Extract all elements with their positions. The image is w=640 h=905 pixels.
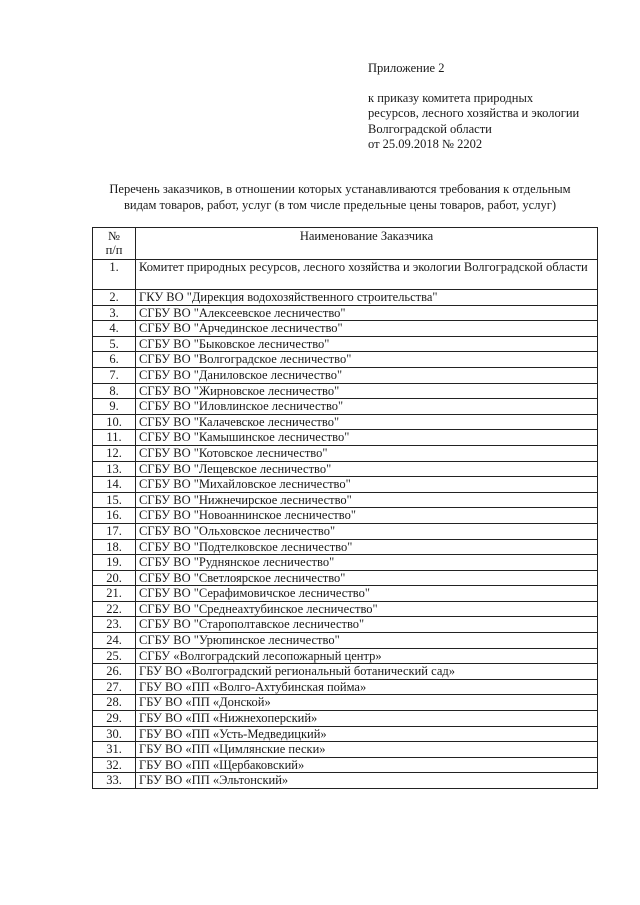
customer-name: СГБУ ВО "Арчединское лесничество" bbox=[136, 321, 598, 337]
table-row bbox=[93, 367, 598, 383]
row-number: 30. bbox=[93, 726, 136, 742]
table-row bbox=[93, 430, 598, 446]
row-number: 9. bbox=[93, 399, 136, 415]
table-row bbox=[93, 290, 598, 306]
customer-name: СГБУ ВО "Быковское лесничество" bbox=[136, 336, 598, 352]
customer-name: СГБУ ВО "Иловлинское лесничество" bbox=[136, 399, 598, 415]
table-row bbox=[93, 461, 598, 477]
order-line-1: к приказу комитета природных bbox=[368, 90, 534, 105]
table-row bbox=[93, 305, 598, 321]
row-number: 4. bbox=[93, 321, 136, 337]
customer-name: СГБУ ВО "Лещевское лесничество" bbox=[136, 461, 598, 477]
customer-name: СГБУ ВО "Калачевское лесничество" bbox=[136, 414, 598, 430]
row-number: 20. bbox=[93, 570, 136, 586]
row-number: 3. bbox=[93, 305, 136, 321]
row-number: 26. bbox=[93, 664, 136, 680]
table-row bbox=[93, 445, 598, 461]
row-number: 15. bbox=[93, 492, 136, 508]
row-number: 14. bbox=[93, 477, 136, 493]
table-row bbox=[93, 617, 598, 633]
column-header-name: Наименование Заказчика bbox=[136, 228, 598, 260]
document-header bbox=[368, 61, 579, 153]
customer-name: ГБУ ВО «ПП «Волго-Ахтубинская пойма» bbox=[136, 679, 598, 695]
customer-name: СГБУ ВО "Нижнечирское лесничество" bbox=[136, 492, 598, 508]
row-number: 12. bbox=[93, 445, 136, 461]
customer-name: СГБУ ВО "Светлоярское лесничество" bbox=[136, 570, 598, 586]
table-row bbox=[93, 773, 598, 789]
table-row bbox=[93, 523, 598, 539]
customer-name: СГБУ ВО "Михайловское лесничество" bbox=[136, 477, 598, 493]
row-number: 29. bbox=[93, 711, 136, 727]
row-number: 25. bbox=[93, 648, 136, 664]
customer-name: ГБУ ВО «ПП «Усть-Медведицкий» bbox=[136, 726, 598, 742]
customer-name: СГБУ ВО "Урюпинское лесничество" bbox=[136, 633, 598, 649]
table-row bbox=[93, 586, 598, 602]
table-row bbox=[93, 695, 598, 711]
table-row bbox=[93, 664, 598, 680]
table-row bbox=[93, 260, 598, 290]
table-row bbox=[93, 414, 598, 430]
table-row bbox=[93, 399, 598, 415]
row-number: 1. bbox=[93, 260, 136, 290]
customer-name: СГБУ ВО "Среднеахтубинское лесничество" bbox=[136, 601, 598, 617]
row-number: 32. bbox=[93, 757, 136, 773]
row-number: 18. bbox=[93, 539, 136, 555]
title-line-1: Перечень заказчиков, в отношении которых устанавливаются требования к отдельным bbox=[109, 182, 571, 196]
row-number: 10. bbox=[93, 414, 136, 430]
customer-name: ГБУ ВО «ПП «Щербаковский» bbox=[136, 757, 598, 773]
row-number: 17. bbox=[93, 523, 136, 539]
column-header-number bbox=[93, 228, 136, 260]
table-row bbox=[93, 492, 598, 508]
customer-name: ГБУ ВО «ПП «Цимлянские пески» bbox=[136, 742, 598, 758]
customer-name: СГБУ «Волгоградский лесопожарный центр» bbox=[136, 648, 598, 664]
row-number: 2. bbox=[93, 290, 136, 306]
table-row bbox=[93, 711, 598, 727]
table-row bbox=[93, 555, 598, 571]
customer-name: СГБУ ВО "Старополтавское лесничество" bbox=[136, 617, 598, 633]
customer-name: СГБУ ВО "Алексеевское лесничество" bbox=[136, 305, 598, 321]
column-header-number-line1: № bbox=[108, 229, 120, 243]
row-number: 24. bbox=[93, 633, 136, 649]
row-number: 21. bbox=[93, 586, 136, 602]
order-date: от 25.09.2018 № 2202 bbox=[368, 137, 483, 151]
row-number: 13. bbox=[93, 461, 136, 477]
table-row bbox=[93, 383, 598, 399]
column-header-number-line2: п/п bbox=[105, 243, 123, 257]
customer-name: СГБУ ВО "Даниловское лесничество" bbox=[136, 367, 598, 383]
table-row bbox=[93, 648, 598, 664]
row-number: 11. bbox=[93, 430, 136, 446]
title-line-2: видам товаров, работ, услуг (в том числе предельные цены товаров, работ, услуг) bbox=[123, 198, 556, 212]
order-line-3: Волгоградской области bbox=[368, 121, 492, 136]
table-header-row bbox=[93, 228, 598, 260]
document-title bbox=[60, 181, 620, 213]
row-number: 33. bbox=[93, 773, 136, 789]
row-number: 31. bbox=[93, 742, 136, 758]
customer-name: СГБУ ВО "Жирновское лесничество" bbox=[136, 383, 598, 399]
customer-name: Комитет природных ресурсов, лесного хозяйства и экологии Волгоградской области bbox=[136, 260, 598, 290]
table-body bbox=[93, 260, 598, 789]
row-number: 28. bbox=[93, 695, 136, 711]
row-number: 23. bbox=[93, 617, 136, 633]
table-row bbox=[93, 539, 598, 555]
row-number: 16. bbox=[93, 508, 136, 524]
table-row bbox=[93, 508, 598, 524]
table-row bbox=[93, 570, 598, 586]
row-number: 27. bbox=[93, 679, 136, 695]
customer-name: СГБУ ВО "Волгоградское лесничество" bbox=[136, 352, 598, 368]
table-row bbox=[93, 352, 598, 368]
row-number: 6. bbox=[93, 352, 136, 368]
appendix-label: Приложение 2 bbox=[368, 61, 445, 75]
table-row bbox=[93, 336, 598, 352]
customer-name: ГБУ ВО «ПП «Эльтонский» bbox=[136, 773, 598, 789]
customer-name: ГБУ ВО «ПП «Донской» bbox=[136, 695, 598, 711]
customer-name: СГБУ ВО "Камышинское лесничество" bbox=[136, 430, 598, 446]
row-number: 5. bbox=[93, 336, 136, 352]
order-line-2: ресурсов, лесного хозяйства и экологии bbox=[368, 106, 580, 120]
table-row bbox=[93, 477, 598, 493]
row-number: 7. bbox=[93, 367, 136, 383]
customer-name: СГБУ ВО "Подтелковское лесничество" bbox=[136, 539, 598, 555]
customer-name: ГБУ ВО «ПП «Нижнехоперский» bbox=[136, 711, 598, 727]
customer-name: СГБУ ВО "Руднянское лесничество" bbox=[136, 555, 598, 571]
row-number: 19. bbox=[93, 555, 136, 571]
table-row bbox=[93, 726, 598, 742]
customer-name: СГБУ ВО "Котовское лесничество" bbox=[136, 445, 598, 461]
customer-name: ГБУ ВО «Волгоградский региональный ботанический сад» bbox=[136, 664, 598, 680]
customer-name: СГБУ ВО "Новоаннинское лесничество" bbox=[136, 508, 598, 524]
table-row bbox=[93, 679, 598, 695]
table-row bbox=[93, 633, 598, 649]
table-row bbox=[93, 757, 598, 773]
row-number: 8. bbox=[93, 383, 136, 399]
table-row bbox=[93, 601, 598, 617]
table-row bbox=[93, 321, 598, 337]
customer-name: ГКУ ВО "Дирекция водохозяйственного строительства" bbox=[136, 290, 598, 306]
table-row bbox=[93, 742, 598, 758]
customers-table bbox=[92, 227, 598, 789]
row-number: 22. bbox=[93, 601, 136, 617]
customer-name: СГБУ ВО "Серафимовичское лесничество" bbox=[136, 586, 598, 602]
customer-name: СГБУ ВО "Ольховское лесничество" bbox=[136, 523, 598, 539]
